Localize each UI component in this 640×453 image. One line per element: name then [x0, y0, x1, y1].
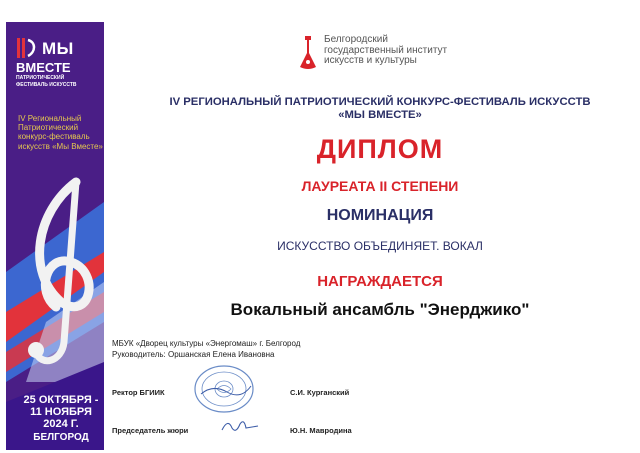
logo-mark-icon [16, 36, 38, 60]
diploma-title: ДИПЛОМ [316, 134, 444, 164]
logo-subtitle: ВМЕСТЕ [16, 60, 71, 75]
contest-title-line-1: IV РЕГИОНАЛЬНЫЙ ПАТРИОТИЧЕСКИЙ КОНКУРС-ФЕСТИВАЛЬ ИСКУССТВ [169, 96, 591, 108]
balalaika-icon [298, 35, 318, 71]
nomination-label: НОМИНАЦИЯ [326, 207, 434, 224]
contest-title-line-2: «МЫ ВМЕСТЕ» [338, 109, 422, 121]
contest-title [120, 96, 640, 122]
dates-line-3: 2024 Г. [43, 418, 79, 430]
rector-label: Ректор БГИИК [112, 388, 165, 397]
institute-header [298, 35, 447, 71]
organization-line-2: Руководитель: Оршанская Елена Ивановна [112, 350, 275, 359]
dates-line-1: 25 ОКТЯБРЯ - [23, 394, 99, 406]
nomination-value: ИСКУССТВО ОБЪЕДИНЯЕТ. ВОКАЛ [277, 239, 483, 253]
institute-line-1: Белгородский [324, 34, 388, 45]
organization-info [112, 338, 300, 360]
official-seal-icon [193, 364, 255, 414]
laureate-degree: ЛАУРЕАТА II СТЕПЕНИ [301, 178, 459, 194]
awarded-label: НАГРАЖДАЕТСЯ [317, 273, 443, 290]
organization-line-1: МБУК «Дворец культуры «Энергомаш» г. Белгород [112, 339, 301, 348]
festival-description: IV Региональный Патриотический конкурс-фестиваль искусств «Мы Вместе» [18, 114, 103, 151]
left-decorative-band [6, 22, 104, 450]
institute-line-2: государственный институт [324, 44, 448, 56]
institute-line-3: искусств и культуры [324, 55, 417, 66]
festival-logo [16, 36, 96, 88]
dates-line-2: 11 НОЯБРЯ [30, 406, 92, 418]
jury-signature-icon [220, 416, 260, 436]
rector-name: С.И. Курганский [290, 388, 350, 397]
logo-title: МЫ [42, 38, 74, 58]
jury-chair-label: Председатель жюри [112, 426, 189, 435]
festival-city: БЕЛГОРОД [33, 432, 89, 443]
logo-caption-1: ПАТРИОТИЧЕСКИЙ [16, 75, 65, 81]
festival-dates [16, 394, 104, 430]
logo-caption-2: ФЕСТИВАЛЬ ИСКУССТВ [16, 82, 77, 88]
jury-chair-name: Ю.Н. Мавродина [290, 426, 352, 435]
recipient-name: Вокальный ансамбль "Энерджико" [230, 300, 530, 319]
